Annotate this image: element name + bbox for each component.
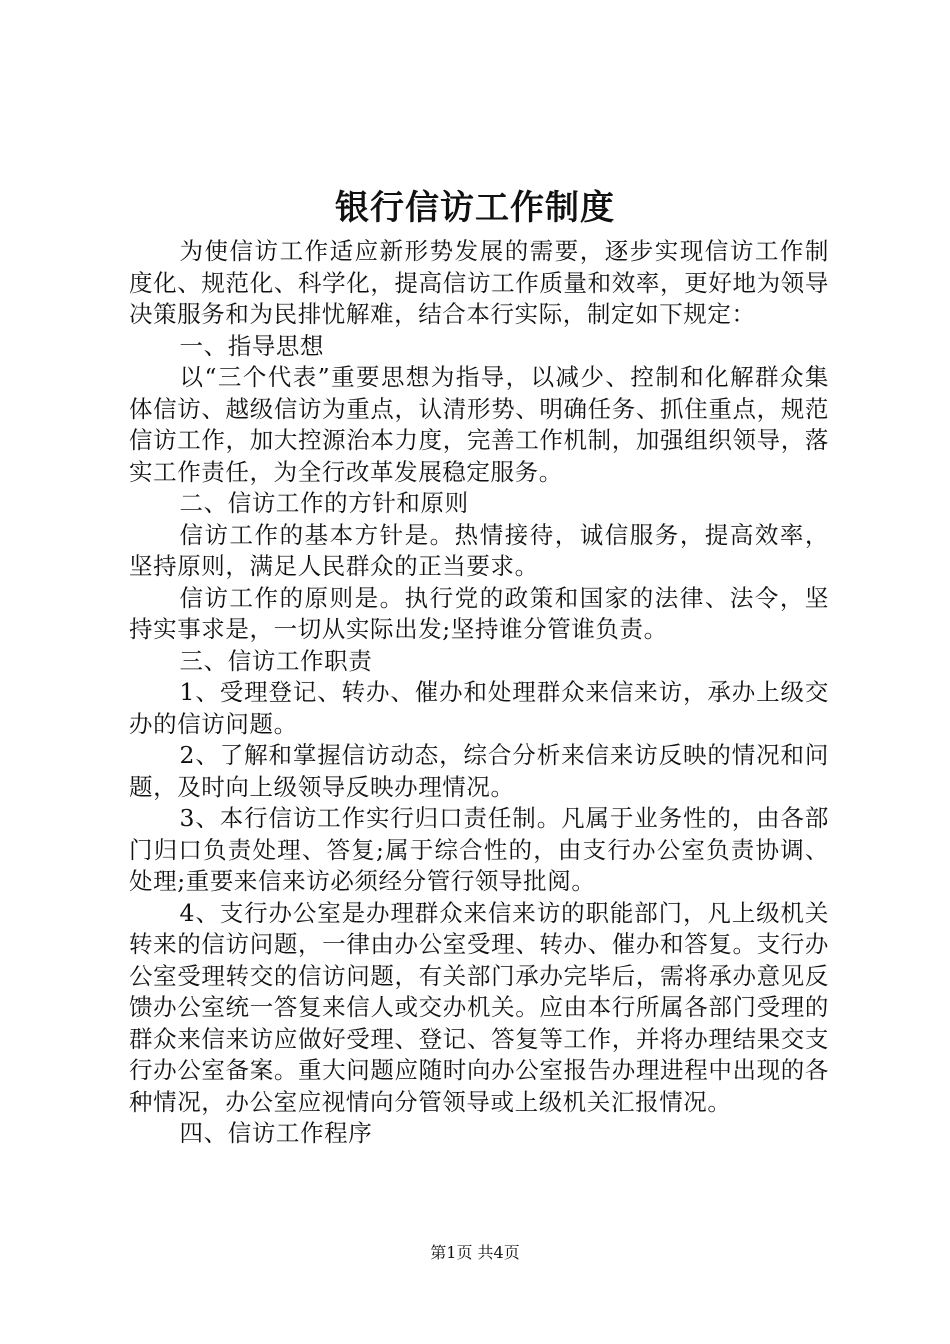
document-title: 银行信访工作制度	[335, 188, 615, 228]
guiding-ideology-paragraph: 以“三个代表”重要思想为指导，以减少、控制和化解群众集体信访、越级信访为重点，认清形势、明确任务、抓住重点，规范信访工作，加大控源治本力度，完善工作机制，加强组织领导，落实工作责任，为全行改革发展稳定服务。	[129, 363, 829, 486]
document-body	[129, 236, 829, 1150]
section-heading-principles: 二、信访工作的方针和原则	[179, 489, 469, 517]
section-heading-duties: 三、信访工作职责	[179, 646, 373, 675]
section-heading-procedure: 四、信访工作程序	[179, 1119, 373, 1147]
basic-policy-paragraph: 信访工作的基本方针是。热情接待，诚信服务，提高效率，坚持原则，满足人民群众的正当要求。	[129, 520, 829, 580]
section-heading-guiding-ideology: 一、指导思想	[179, 331, 325, 360]
intro-paragraph: 为使信访工作适应新形势发展的需要，逐步实现信访工作制度化、规范化、科学化，提高信访工作质量和效率，更好地为领导决策服务和为民排忧解难，结合本行实际，制定如下规定：	[129, 237, 829, 328]
duty-item-3: 3、本行信访工作实行归口责任制。凡属于业务性的，由各部门归口负责处理、答复;属于综合性的，由支行办公室负责协调、处理;重要来信来访必须经分管行领导批阅。	[129, 804, 829, 895]
duty-item-2: 2、了解和掌握信访动态，综合分析来信来访反映的情况和问题，及时向上级领导反映办理情况。	[129, 741, 829, 801]
page-footer: 第1页 共4页	[430, 1243, 520, 1262]
principles-paragraph: 信访工作的原则是。执行党的政策和国家的法律、法令，坚持实事求是，一切从实际出发;坚持谁分管谁负责。	[129, 583, 829, 643]
duty-item-1: 1、受理登记、转办、催办和处理群众来信来访，承办上级交办的信访问题。	[129, 678, 829, 738]
duty-item-4: 4、支行办公室是办理群众来信来访的职能部门，凡上级机关转来的信访问题，一律由办公室受理、转办、催办和答复。支行办公室受理转交的信访问题，有关部门承办完毕后，需将承办意见反馈办公室统一答复来信人或交办机关。应由本行所属各部门受理的群众来信来访应做好受理、登记、答复等工作，并将办理结果交支行办公室备案。重大问题应随时向办公室报告办理进程中出现的各种情况，办公室应视情向分管领导或上级机关汇报情况。	[129, 898, 829, 1116]
